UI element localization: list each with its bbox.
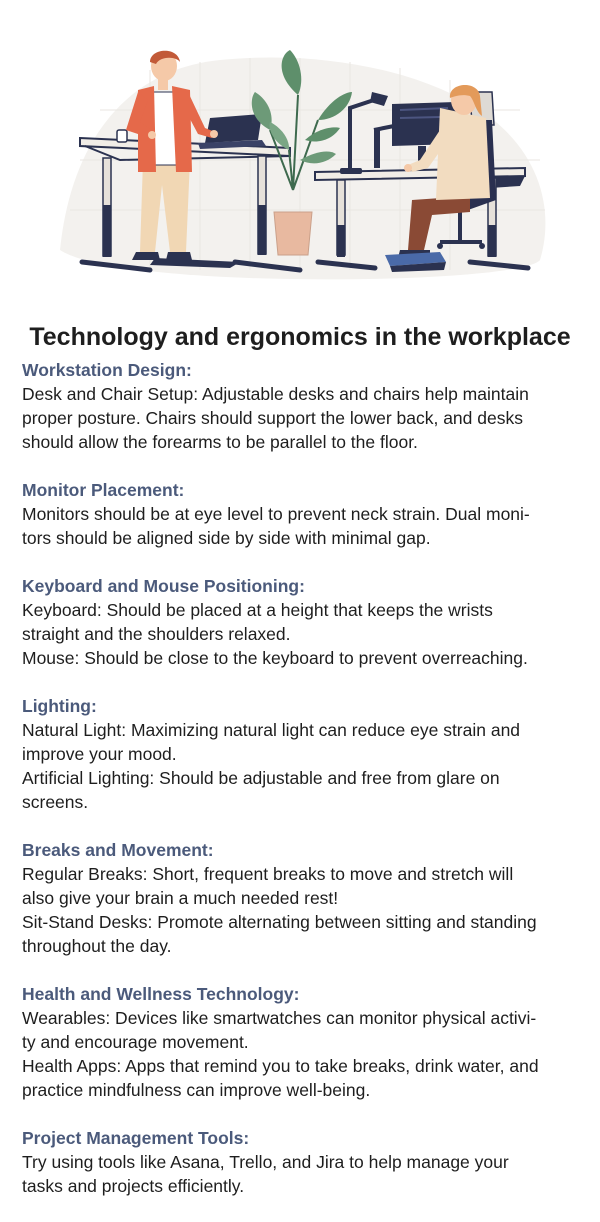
section-heading: Lighting: <box>22 696 97 716</box>
section-paragraph: Artificial Lighting: Should be adjustable and free from glare on screens. <box>22 768 500 812</box>
section-health-wellness <box>22 982 578 1102</box>
section-keyboard-mouse <box>22 574 578 670</box>
section-paragraph: Keyboard: Should be placed at a height that keeps the wrists straight and the shoulders relaxed. <box>22 600 493 644</box>
section-project-management <box>22 1126 578 1198</box>
section-paragraph: Mouse: Should be close to the keyboard to prevent overreaching. <box>22 648 528 668</box>
section-paragraph: Health Apps: Apps that remind you to take breaks, drink water, and practice mindfulness can improve well-being. <box>22 1056 539 1100</box>
page-title: Technology and ergonomics in the workplace <box>29 322 571 351</box>
section-monitor-placement <box>22 478 578 550</box>
section-paragraph: Desk and Chair Setup: Adjustable desks and chairs help maintain proper posture. Chairs should support the lower back, and desks should allow the forearms to be parallel to the floor. <box>22 384 529 452</box>
section-heading: Keyboard and Mouse Positioning: <box>22 576 305 596</box>
section-paragraph: Monitors should be at eye level to prevent neck strain. Dual moni- tors should be aligned side by side with minimal gap. <box>22 504 530 548</box>
section-paragraph: Natural Light: Maximizing natural light can reduce eye strain and improve your mood. <box>22 720 521 764</box>
section-paragraph: Wearables: Devices like smartwatches can monitor physical activi- ty and encourage movement. <box>22 1008 537 1052</box>
ergonomics-tips <box>22 358 578 1222</box>
section-heading: Workstation Design: <box>22 360 192 380</box>
office-illustration <box>0 0 600 300</box>
section-paragraph: Sit-Stand Desks: Promote alternating between sitting and standing throughout the day. <box>22 912 537 956</box>
section-breaks-movement <box>22 838 578 958</box>
section-heading: Health and Wellness Technology: <box>22 984 300 1004</box>
footrest-icon <box>385 252 446 272</box>
section-paragraph: Regular Breaks: Short, frequent breaks to move and stretch will also give your brain a much needed rest! <box>22 864 514 908</box>
section-heading: Breaks and Movement: <box>22 840 214 860</box>
section-heading: Project Management Tools: <box>22 1128 250 1148</box>
section-paragraph: Try using tools like Asana, Trello, and Jira to help manage your tasks and projects efficiently. <box>22 1152 509 1196</box>
section-lighting <box>22 694 578 814</box>
section-workstation-design <box>22 358 578 454</box>
section-heading: Monitor Placement: <box>22 480 185 500</box>
